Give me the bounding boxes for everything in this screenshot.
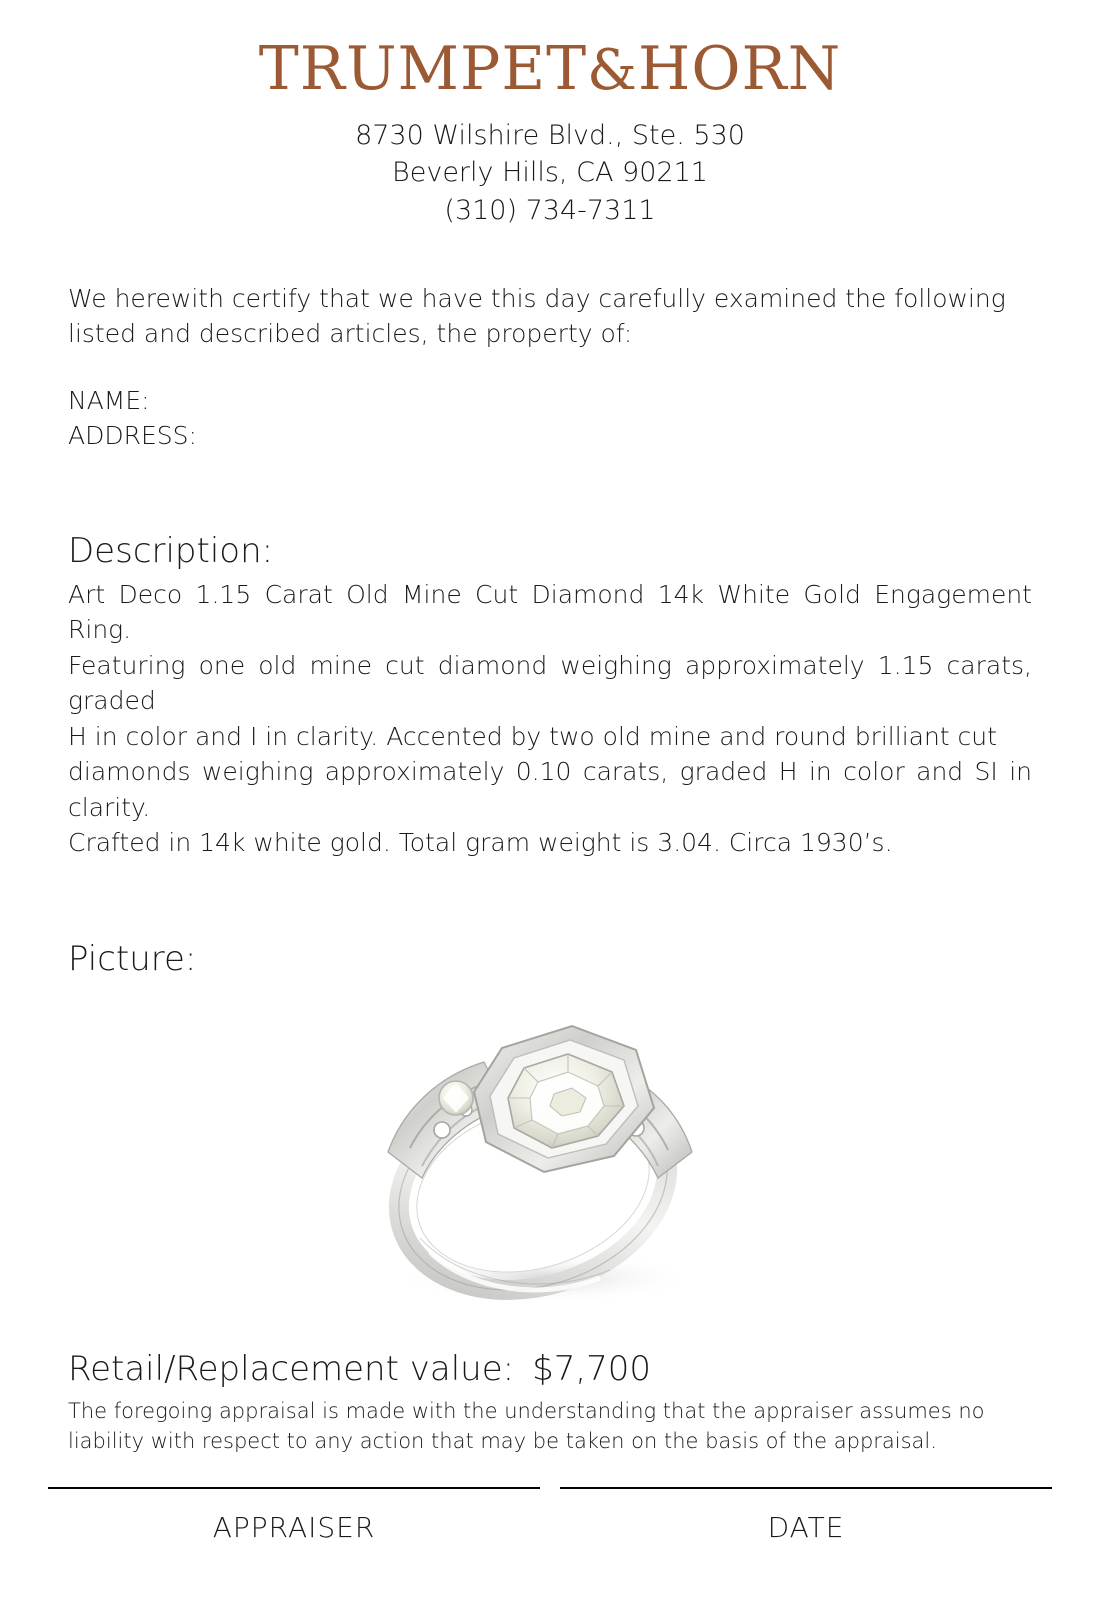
owner-fields <box>68 383 1032 453</box>
retail-value-label: Retail/Replacement value: <box>68 1348 515 1389</box>
name-field-label: NAME: <box>68 385 150 415</box>
description-line-5: Crafted in 14k white gold. Total gram weight is 3.04. Circa 1930’s. <box>68 828 893 858</box>
appraisal-document <box>0 34 1100 1612</box>
brand-name-left: TRUMPET <box>258 34 588 104</box>
ring-photo <box>68 997 1032 1327</box>
description-text <box>68 577 1032 861</box>
retail-value-amount: $7,700 <box>532 1348 652 1389</box>
description-line-1: Art Deco 1.15 Carat Old Mine Cut Diamond 14k White Gold Engagement Ring. <box>68 579 1032 645</box>
address-field-label: ADDRESS: <box>68 420 197 450</box>
date-label: DATE <box>767 1511 845 1544</box>
brand-name-right: HORN <box>638 34 842 104</box>
document-body <box>68 281 1032 1457</box>
certification-line-1: We herewith certify that we have this day carefully examined the following <box>68 283 1006 313</box>
address-line-1: 8730 Wilshire Blvd., Ste. 530 <box>355 120 745 151</box>
diamond-ring-illustration <box>270 1002 830 1322</box>
certification-line-2: listed and described articles, the property of: <box>68 318 633 348</box>
appraiser-label: APPRAISER <box>212 1511 376 1544</box>
date-signature-line[interactable] <box>560 1487 1052 1489</box>
appraiser-signature-block <box>48 1487 540 1544</box>
description-line-2: Featuring one old mine cut diamond weighing approximately 1.15 carats, graded <box>68 650 1032 716</box>
appraisal-disclaimer <box>68 1397 1032 1457</box>
appraiser-signature-line[interactable] <box>48 1487 540 1489</box>
company-phone: (310) 734-7311 <box>444 194 656 226</box>
date-signature-block <box>560 1487 1052 1544</box>
company-logo <box>0 34 1100 104</box>
retail-value-row <box>68 1349 1032 1389</box>
disclaimer-line-2: liability with respect to any action that may be taken on the basis of the appraisal. <box>68 1428 937 1453</box>
description-line-3: H in color and I in clarity. Accented by two old mine and round brilliant cut <box>68 721 997 751</box>
disclaimer-line-1: The foregoing appraisal is made with the understanding that the appraiser assumes no <box>68 1398 985 1423</box>
picture-heading: Picture: <box>68 938 197 979</box>
brand-ampersand: & <box>587 38 639 103</box>
description-heading: Description: <box>68 530 274 571</box>
description-line-4: diamonds weighing approximately 0.10 carats, graded H in color and SI in clarity. <box>68 757 1032 822</box>
signature-row <box>48 1487 1052 1544</box>
company-address <box>0 117 1100 229</box>
address-line-2: Beverly Hills, CA 90211 <box>392 157 708 189</box>
certification-statement <box>68 281 1032 351</box>
